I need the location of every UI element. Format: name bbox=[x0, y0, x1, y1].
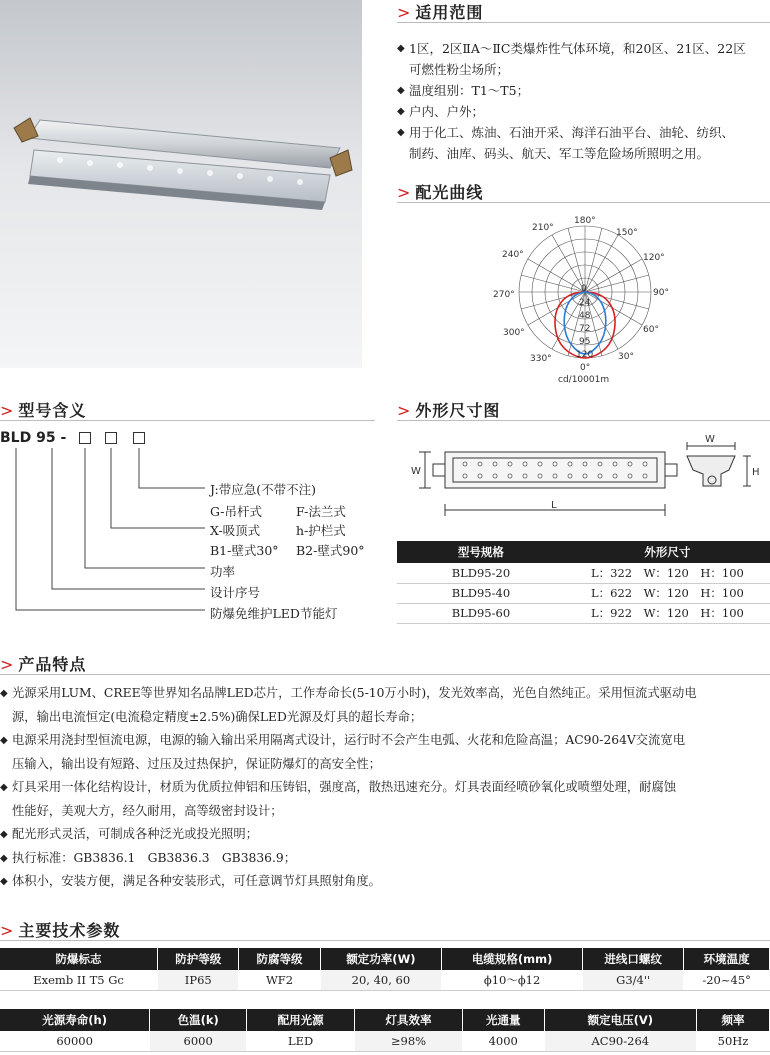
section-title-light-curve: > 配光曲线 bbox=[397, 183, 484, 202]
list-item: ◆ 配光形式灵活，可制成各种泛光或投光照明； bbox=[0, 827, 258, 841]
section-divider bbox=[0, 420, 375, 421]
features-list bbox=[0, 682, 770, 894]
angle-label: 300° bbox=[503, 328, 525, 338]
dimension-drawing bbox=[405, 430, 765, 530]
params-table-1 bbox=[0, 948, 770, 991]
table-header: 光通量 bbox=[462, 1009, 544, 1031]
model-code: BLD 95 - bbox=[0, 430, 67, 446]
table-cell: L：622 W：120 H：100 bbox=[565, 583, 770, 603]
table-header: 灯具效率 bbox=[355, 1009, 463, 1031]
radial-label: 72 bbox=[579, 324, 591, 334]
angle-label: 180° bbox=[574, 216, 596, 226]
dim-l-label: L bbox=[551, 500, 557, 511]
polar-light-distribution-diagram bbox=[490, 212, 670, 387]
table-cell: BLD95-60 bbox=[397, 603, 565, 623]
scope-list bbox=[397, 38, 770, 164]
radial-label: 24 bbox=[579, 298, 591, 308]
table-cell: L：322 W：120 H：100 bbox=[565, 563, 770, 583]
section-divider bbox=[397, 22, 770, 23]
model-option-b2: B2-壁式90° bbox=[296, 543, 365, 558]
table-header: 外形尺寸 bbox=[565, 541, 770, 563]
model-option-g: G-吊杆式 bbox=[210, 504, 262, 519]
model-option-b1: B1-壁式30° bbox=[210, 543, 279, 558]
section-title-params: > 主要技术参数 bbox=[0, 921, 121, 940]
led-lamp-image bbox=[0, 0, 362, 368]
table-row bbox=[0, 1031, 770, 1051]
list-item: ◆ 户内、户外； bbox=[397, 104, 485, 119]
table-cell: L：922 W：120 H：100 bbox=[565, 603, 770, 623]
list-item: ◆ 体积小，安装方便，满足各种安装形式，可任意调节灯具照射角度。 bbox=[0, 874, 381, 888]
params-table-2 bbox=[0, 1009, 770, 1052]
table-header: 型号规格 bbox=[397, 541, 565, 563]
angle-label: 150° bbox=[616, 228, 638, 238]
list-item: 性能好，美观大方，经久耐用，高等级密封设计； bbox=[12, 803, 283, 818]
list-item: ◆ 温度组别：T1～T5； bbox=[397, 83, 530, 98]
list-item: ◆ 执行标准：GB3836.1 GB3836.3 GB3836.9； bbox=[0, 850, 297, 865]
model-option-j: J:带应急(不带不注) bbox=[210, 482, 316, 497]
table-cell: WF2 bbox=[239, 970, 320, 990]
angle-label: 30° bbox=[618, 352, 634, 362]
table-header: 环境温度 bbox=[684, 948, 770, 970]
model-option-f: F-法兰式 bbox=[296, 504, 346, 519]
dim-w-label: W bbox=[705, 434, 715, 445]
code-box bbox=[79, 432, 91, 444]
model-product-name: 防爆免维护LED节能灯 bbox=[210, 606, 338, 621]
table-cell: ≥98% bbox=[355, 1031, 463, 1051]
section-title-model-meaning: > 型号含义 bbox=[0, 401, 87, 420]
section-divider bbox=[397, 420, 770, 421]
table-row bbox=[0, 970, 770, 990]
list-item: 压输入，输出设有短路、过压及过热保护，保证防爆灯的高安全性； bbox=[12, 756, 381, 771]
model-design-no: 设计序号 bbox=[210, 585, 261, 600]
section-divider bbox=[0, 674, 770, 675]
table-row bbox=[397, 563, 770, 583]
table-header: 防护等级 bbox=[158, 948, 239, 970]
table-header: 频率 bbox=[697, 1009, 770, 1031]
list-item: ◆ 电源采用浇封型恒流电源，电源的输入输出采用隔离式设计，运行时不会产生电弧、火花和危险高温；AC90-264V交流宽电 bbox=[0, 733, 685, 747]
angle-label: 90° bbox=[653, 288, 669, 298]
model-bracket-lines bbox=[0, 446, 210, 616]
table-cell: -20~45° bbox=[684, 970, 770, 990]
table-cell: IP65 bbox=[158, 970, 239, 990]
radial-label: 48 bbox=[579, 311, 591, 321]
angle-label: 210° bbox=[532, 223, 554, 233]
angle-label: 0° bbox=[580, 363, 591, 373]
model-power: 功率 bbox=[210, 564, 236, 579]
table-cell: G3/4'' bbox=[583, 970, 684, 990]
angle-label: 330° bbox=[530, 354, 552, 364]
model-option-h: h-护栏式 bbox=[296, 523, 346, 538]
radial-label: 95 bbox=[579, 337, 591, 347]
table-header: 防腐等级 bbox=[239, 948, 320, 970]
code-box bbox=[105, 432, 117, 444]
table-header: 额定电压(V) bbox=[544, 1009, 697, 1031]
table-cell: AC90-264 bbox=[544, 1031, 697, 1051]
dim-w-label: W bbox=[411, 466, 421, 477]
list-item: ◆ 灯具采用一体化结构设计，材质为优质拉伸铝和压铸铝，强度高，散热迅速充分。灯具表面经喷砂氧化或喷塑处理，耐腐蚀 bbox=[0, 780, 677, 794]
unit-label: cd/10001m bbox=[558, 375, 610, 385]
angle-label: 120° bbox=[643, 253, 665, 263]
table-header: 光源寿命(h) bbox=[0, 1009, 150, 1031]
table-cell: LED bbox=[247, 1031, 355, 1051]
list-item: 源，输出电流恒定(电流稳定精度±2.5%)确保LED光源及灯具的超长寿命； bbox=[12, 709, 423, 724]
table-row bbox=[397, 583, 770, 603]
table-cell: 20, 40, 60 bbox=[320, 970, 441, 990]
table-header: 进线口螺纹 bbox=[583, 948, 684, 970]
section-title-dimension: > 外形尺寸图 bbox=[397, 401, 501, 420]
angle-label: 240° bbox=[502, 250, 524, 260]
table-cell: BLD95-20 bbox=[397, 563, 565, 583]
section-divider bbox=[397, 202, 770, 203]
table-cell: 6000 bbox=[150, 1031, 247, 1051]
angle-label: 60° bbox=[643, 325, 659, 335]
angle-label: 270° bbox=[493, 290, 515, 300]
table-header: 防爆标志 bbox=[0, 948, 158, 970]
radial-label: 0 bbox=[581, 284, 587, 294]
table-header: 额定功率(W) bbox=[320, 948, 441, 970]
table-row bbox=[397, 603, 770, 623]
list-item: ◆ 1区，2区ⅡA～ⅡC类爆炸性气体环境，和20区、21区、22区 bbox=[397, 41, 746, 56]
section-title-features: > 产品特点 bbox=[0, 655, 87, 674]
table-cell: 60000 bbox=[0, 1031, 150, 1051]
list-item: ◆ 用于化工、炼油、石油开采、海洋石油平台、油轮、纺织、 bbox=[397, 125, 735, 140]
section-title-scope: > 适用范围 bbox=[397, 3, 484, 22]
dimension-table bbox=[397, 541, 770, 624]
section-divider bbox=[0, 940, 770, 941]
dim-h-label: H bbox=[752, 467, 760, 478]
model-option-x: X-吸顶式 bbox=[210, 523, 261, 538]
table-header: 配用光源 bbox=[247, 1009, 355, 1031]
table-cell: ϕ10～ϕ12 bbox=[442, 970, 583, 990]
table-cell: 50Hz bbox=[697, 1031, 770, 1051]
code-box bbox=[133, 432, 145, 444]
list-item: 制药、油库、码头、航天、军工等危险场所照明之用。 bbox=[409, 146, 710, 161]
table-header: 色温(k) bbox=[150, 1009, 247, 1031]
list-item: 可燃性粉尘场所； bbox=[409, 62, 510, 77]
table-cell: 4000 bbox=[462, 1031, 544, 1051]
table-cell: Exemb II T5 Gc bbox=[0, 970, 158, 990]
table-cell: BLD95-40 bbox=[397, 583, 565, 603]
table-header: 电缆规格(mm) bbox=[442, 948, 583, 970]
list-item: ◆ 光源采用LUM、CREE等世界知名品牌LED芯片，工作寿命长(5-10万小时)，发光效率高，光色自然纯正。采用恒流式驱动电 bbox=[0, 686, 697, 700]
product-photo bbox=[0, 0, 362, 368]
radial-label: 120 bbox=[576, 350, 594, 360]
